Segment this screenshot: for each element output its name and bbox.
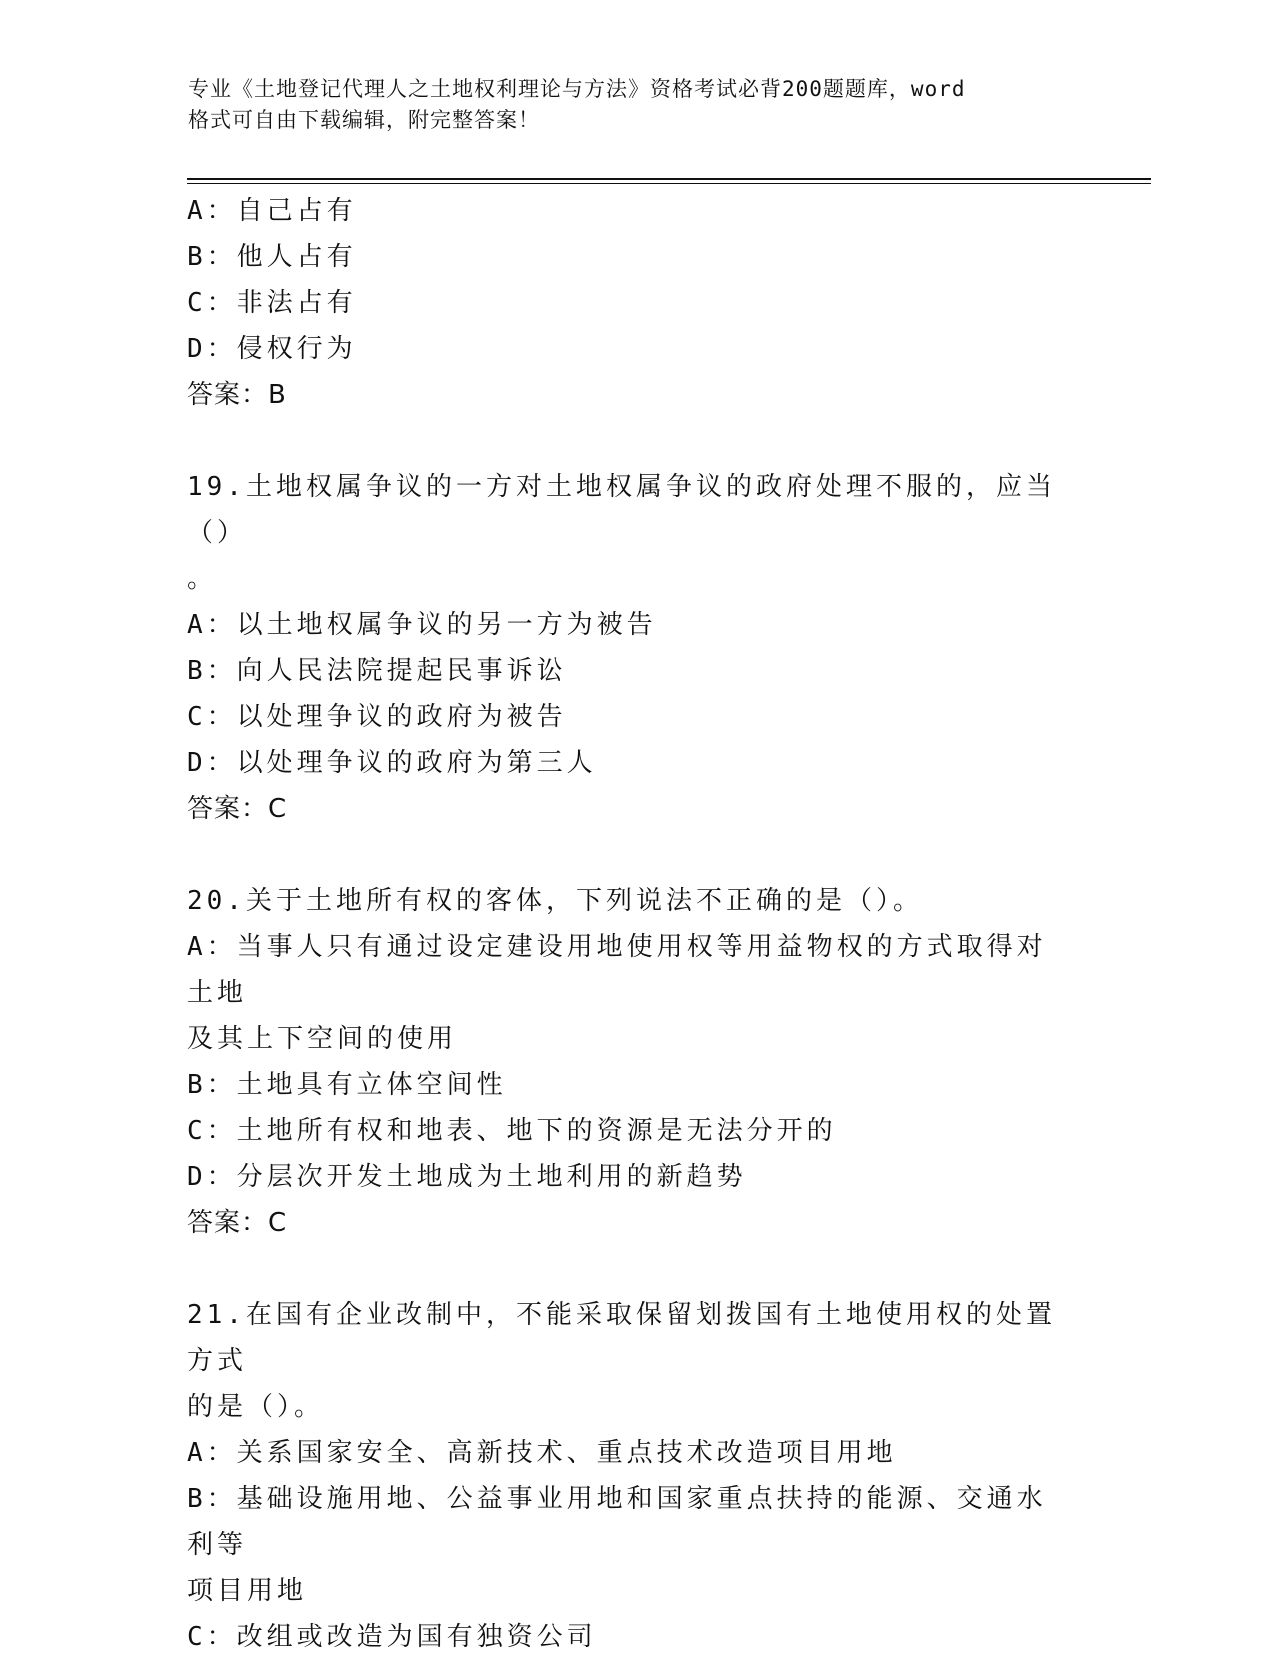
q18-option-a: A：自己占有 — [187, 196, 357, 226]
q20-option-a-line-1: A：当事人只有通过设定建设用地使用权等用益物权的方式取得对土地 — [187, 932, 1047, 1008]
q18-option-c: C：非法占有 — [187, 288, 357, 318]
header-rule-thick — [187, 178, 1151, 180]
spacer — [187, 1246, 1067, 1292]
q19-option-a: A：以土地权属争议的另一方为被告 — [187, 610, 657, 640]
q21-option-a: A：关系国家安全、高新技术、重点技术改造项目用地 — [187, 1438, 897, 1468]
q18-option-b: B：他人占有 — [187, 242, 357, 272]
q18-option-d: D：侵权行为 — [187, 334, 357, 364]
q20-option-b: B：土地具有立体空间性 — [187, 1070, 507, 1100]
spacer — [187, 418, 1067, 464]
q18-answer: 答案：B — [187, 380, 287, 410]
q21-option-b-line-2: 项目用地 — [187, 1576, 308, 1606]
header-rule-thin — [187, 183, 1151, 184]
q19-option-c: C：以处理争议的政府为被告 — [187, 702, 567, 732]
document-header — [188, 74, 1068, 136]
q19-option-d: D：以处理争议的政府为第三人 — [187, 748, 597, 778]
q21-option-b-line-1: B：基础设施用地、公益事业用地和国家重点扶持的能源、交通水利等 — [187, 1484, 1047, 1560]
q21-stem-line-1: 21.在国有企业改制中，不能采取保留划拨国有土地使用权的处置方式 — [187, 1300, 1056, 1376]
q21-option-c: C：改组或改造为国有独资公司 — [187, 1622, 597, 1652]
header-line-2: 格式可自由下载编辑，附完整答案！ — [188, 108, 540, 132]
q20-option-a-line-2: 及其上下空间的使用 — [187, 1024, 458, 1054]
q21-stem-line-2: 的是（）。 — [187, 1392, 325, 1422]
q20-answer: 答案：C — [187, 1208, 288, 1238]
q19-stem-line-1: 19.土地权属争议的一方对土地权属争议的政府处理不服的，应当（） — [187, 472, 1056, 548]
q19-answer: 答案：C — [187, 794, 288, 824]
spacer — [187, 832, 1067, 878]
q20-option-c: C：土地所有权和地表、地下的资源是无法分开的 — [187, 1116, 837, 1146]
q20-stem: 20.关于土地所有权的客体，下列说法不正确的是（）。 — [187, 886, 923, 916]
q19-stem-line-2: 。 — [187, 564, 218, 594]
q20-option-d: D：分层次开发土地成为土地利用的新趋势 — [187, 1162, 747, 1192]
header-line-1: 专业《土地登记代理人之土地权利理论与方法》资格考试必背200题题库，word — [188, 77, 966, 101]
q19-option-b: B：向人民法院提起民事诉讼 — [187, 656, 567, 686]
question-content — [187, 188, 1067, 1660]
